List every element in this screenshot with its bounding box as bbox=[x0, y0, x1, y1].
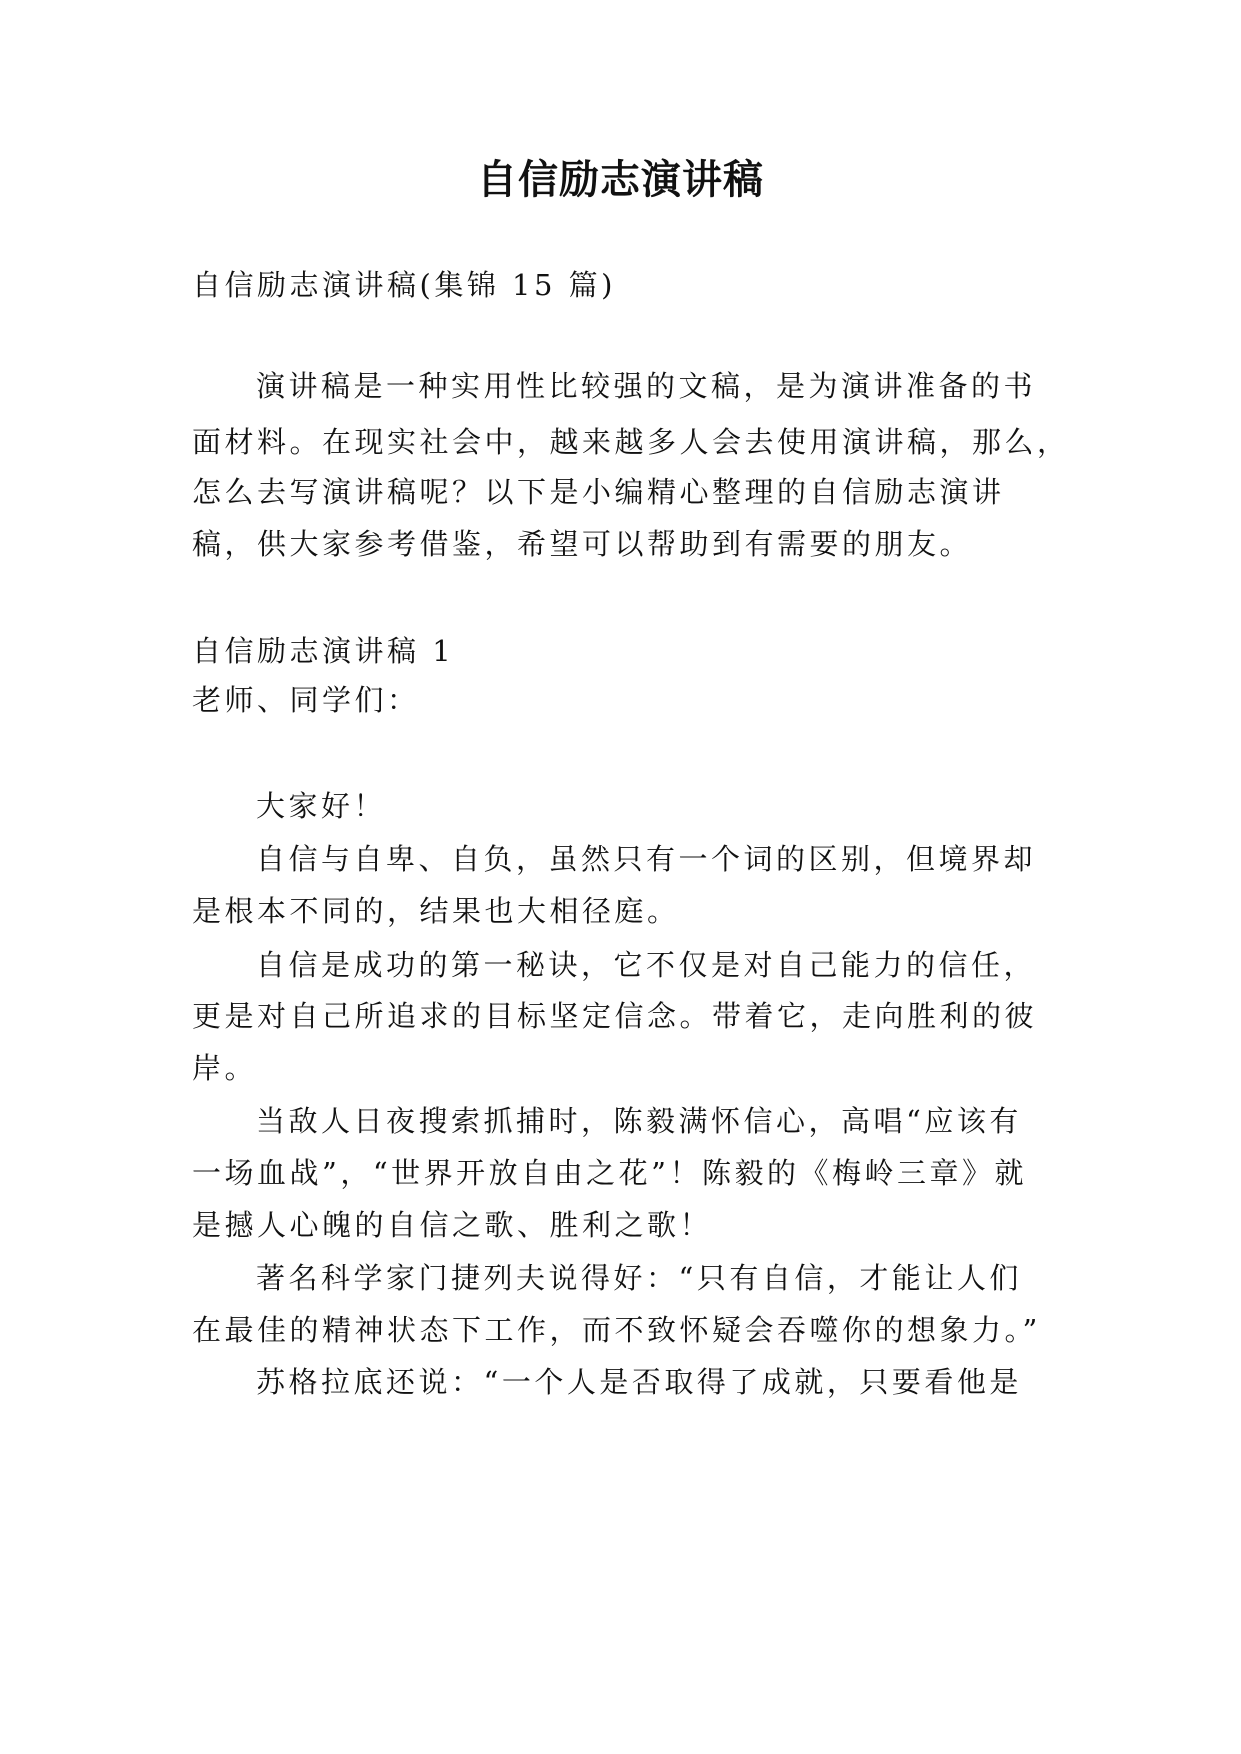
body-line: 是根本不同的，结果也大相径庭。 bbox=[192, 894, 680, 928]
body-line: 自信是成功的第一秘诀，它不仅是对自己能力的信任， bbox=[256, 948, 1037, 982]
intro-line: 演讲稿是一种实用性比较强的文稿，是为演讲准备的书 bbox=[256, 369, 1037, 403]
body-line: 岸。 bbox=[192, 1051, 258, 1085]
body-line: 大家好！ bbox=[256, 789, 387, 823]
intro-line: 稿，供大家参考借鉴，希望可以帮助到有需要的朋友。 bbox=[192, 527, 973, 561]
body-line: 是撼人心魄的自信之歌、胜利之歌！ bbox=[192, 1208, 713, 1242]
document-subtitle: 自信励志演讲稿(集锦 15 篇) bbox=[192, 268, 616, 302]
body-line: 著名科学家门捷列夫说得好：“只有自信，才能让人们 bbox=[256, 1261, 1022, 1295]
section-heading: 自信励志演讲稿 1 bbox=[192, 634, 455, 668]
document-title: 自信励志演讲稿 bbox=[477, 156, 764, 203]
salutation: 老师、同学们： bbox=[192, 683, 420, 717]
body-line: 苏格拉底还说：“一个人是否取得了成就，只要看他是 bbox=[256, 1365, 1022, 1399]
body-line: 当敌人日夜搜索抓捕时，陈毅满怀信心，高唱“应该有 bbox=[256, 1104, 1022, 1138]
body-line: 更是对自己所追求的目标坚定信念。带着它，走向胜利的彼 bbox=[192, 999, 1038, 1033]
body-line: 一场血战”，“世界开放自由之花”！陈毅的《梅岭三章》就 bbox=[192, 1156, 1027, 1190]
body-line: 自信与自卑、自负，虽然只有一个词的区别，但境界却 bbox=[256, 842, 1037, 876]
body-line: 在最佳的精神状态下工作，而不致怀疑会吞噬你的想象力。” bbox=[192, 1313, 1041, 1347]
intro-line: 怎么去写演讲稿呢？以下是小编精心整理的自信励志演讲 bbox=[192, 475, 1005, 509]
intro-line: 面材料。在现实社会中，越来越多人会去使用演讲稿，那么， bbox=[192, 425, 1070, 459]
